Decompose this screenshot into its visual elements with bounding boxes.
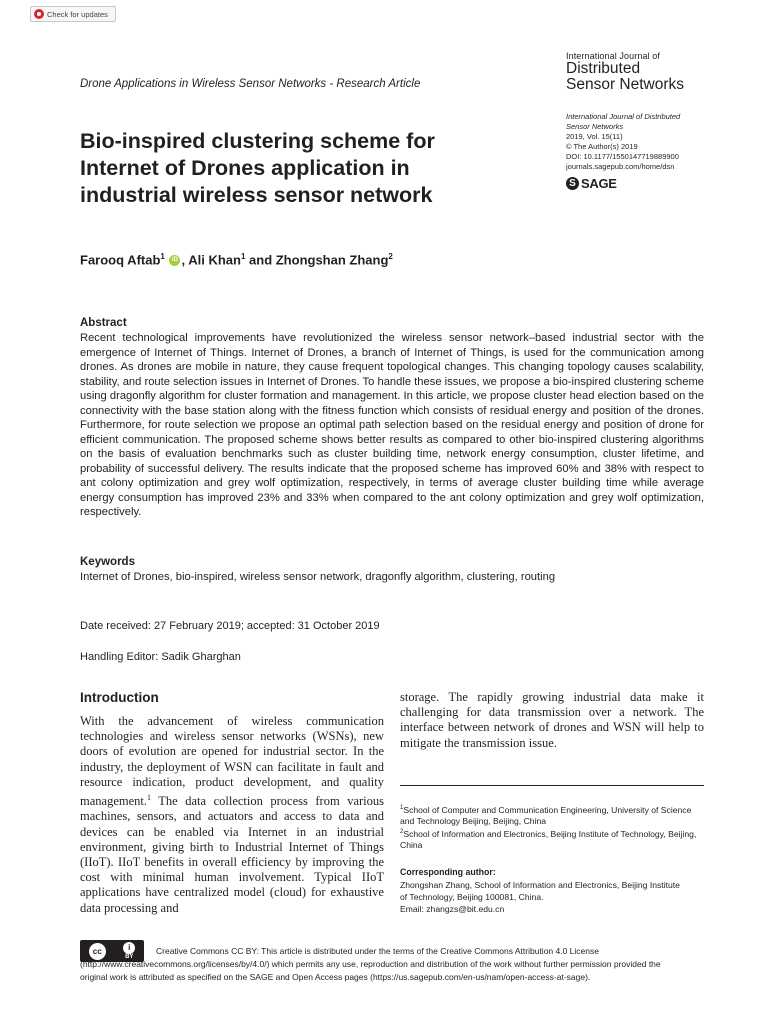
cc-icon: cc [89, 943, 106, 960]
check-updates-label: Check for updates [47, 9, 108, 19]
journal-name-line1: Distributed [566, 60, 641, 77]
introduction-right-column: storage. The rapidly growing industrial data make it challenging for data transmission over a network. The interface between network of drones and WSN will help to mitigate the transmission issue. [400, 690, 704, 750]
intro-left-part1: With the advancement of wireless communication technologies and wireless sensor networks (WSNs), new doors of evolution are opened for industrial sector. In the industry, the deployment of WSN can facilitate in fault and resource indication, product development, and quality management. [80, 714, 384, 809]
meta-url[interactable]: journals.sagepub.com/home/dsn [566, 162, 675, 171]
check-updates-icon [34, 9, 44, 19]
author-3-affil: 2 [388, 252, 393, 261]
license-text: Creative Commons CC BY: This article is distributed under the terms of the Creative Commons Attribution 4.0 License (http://www.creativecommons.org/licenses/by/4.0/) which permits any use, reproduction and distribution of the work without further permission provided the original work is attributed as specified on the SAGE and Open Access pages (https://us.sagepub.com/en-us/nam/open-access-at-sage). [80, 946, 661, 982]
affiliation-1-sup: 1 [400, 805, 404, 811]
meta-copyright: © The Author(s) 2019 [566, 142, 638, 151]
journal-meta [566, 112, 756, 172]
author-2-name: , Ali Khan [181, 252, 241, 268]
author-3-name: and Zhongshan Zhang [245, 252, 389, 268]
affiliation-2-text: School of Information and Electronics, Beijing Institute of Technology, Beijing, China [400, 828, 697, 851]
introduction-heading: Introduction [80, 690, 159, 705]
meta-journal-line1: International Journal of Distributed [566, 112, 681, 121]
check-for-updates-badge[interactable] [30, 6, 116, 22]
by-label: BY [125, 954, 134, 960]
meta-journal-line2: Sensor Networks [566, 122, 624, 131]
keywords-text: Internet of Drones, bio-inspired, wireless sensor network, dragonfly algorithm, clustering, routing [80, 571, 556, 583]
date-received: Date received: 27 February 2019; accepted: 31 October 2019 [80, 620, 380, 632]
corresponding-email[interactable]: Email: zhangzs@bit.edu.cn [400, 904, 505, 914]
affiliation-2 [400, 827, 704, 852]
abstract-heading: Abstract [80, 317, 127, 329]
journal-name [566, 61, 756, 93]
article-section-tag: Drone Applications in Wireless Sensor Networks - Research Article [80, 78, 421, 90]
sage-logo-text: SAGE [581, 176, 617, 191]
author-1-affil: 1 [160, 252, 165, 261]
intro-left-part2: The data collection process from various machines, sensors, and actuators and access to data and devices can be enabled via Internet in an industrial environment, giving birth to Industrial Internet of Things (IIoT). IIoT benefits in overall efficiency by improving the cost with minimal human involvement. Typical IIoT applications have centralized model (cloud) for exhaustive data processing and [80, 794, 384, 915]
meta-doi[interactable]: DOI: 10.1177/1550147719889900 [566, 152, 679, 161]
meta-volume: 2019, Vol. 15(11) [566, 132, 623, 141]
affiliation-1-text: School of Computer and Communication Engineering, University of Science and Technology Beijing, Beijing, China [400, 804, 692, 827]
introduction-left-column [80, 714, 384, 916]
journal-name-line2: Sensor Networks [566, 76, 685, 93]
corresponding-line2: of Technology, Beijing 100081, China. [400, 892, 544, 902]
journal-small-label: International Journal of [566, 51, 660, 61]
orcid-icon[interactable]: iD [169, 255, 180, 266]
corresponding-author-details [400, 879, 704, 915]
corresponding-line1: Zhongshan Zhang, School of Information and Electronics, Beijing Institute [400, 880, 680, 890]
article-title: Bio-inspired clustering scheme for Internet of Drones application in industrial wireless sensor network [80, 129, 435, 207]
sage-logo-icon: S [566, 177, 579, 190]
author-1-name: Farooq Aftab [80, 252, 161, 268]
attribution-icon: i [123, 942, 135, 954]
corresponding-author-heading: Corresponding author: [400, 867, 496, 877]
handling-editor: Handling Editor: Sadik Gharghan [80, 651, 241, 663]
reference-1[interactable]: 1 [147, 793, 151, 803]
abstract-text: Recent technological improvements have revolutionized the wireless sensor network–based industrial sector with the emergence of Internet of Things. Internet of Drones, a branch of Internet of Things, is used for the communication among drones. As drones are mobile in nature, they cause frequent topological changes. This changing topology causes scalability, stability, and route selection issues in Internet of Drones. To handle these issues, we propose a bio-inspired clustering scheme using dragonfly algorithm for cluster formation and management. In this article, we propose cluster head election based on the connectivity with the base station along with the fitness function which consists of residual energy and position of the drones. Furthermore, for route selection we propose an optimal path selection based on the residual energy and position of drone for efficient communication. The proposed scheme shows better results as compared to other bio-inspired clustering algorithms on the basis of evaluation benchmarks such as cluster building time, network energy consumption, cluster lifetime, and probability of successful delivery. The results indicate that the proposed scheme has improved 60% and 38% with respect to ant colony optimization and grey wolf optimization, respectively, in terms of average cluster building time while average energy consumption has improved 23% and 33% when compared to the ant colony optimization and grey wolf optimization, respectively. [80, 332, 704, 518]
affiliation-1 [400, 803, 704, 828]
author-list [80, 252, 393, 267]
affiliation-2-sup: 2 [400, 829, 404, 835]
author-2-affil: 1 [240, 252, 246, 261]
footnote-divider [400, 785, 704, 786]
keywords-heading: Keywords [80, 556, 135, 568]
sage-logo [566, 176, 617, 191]
